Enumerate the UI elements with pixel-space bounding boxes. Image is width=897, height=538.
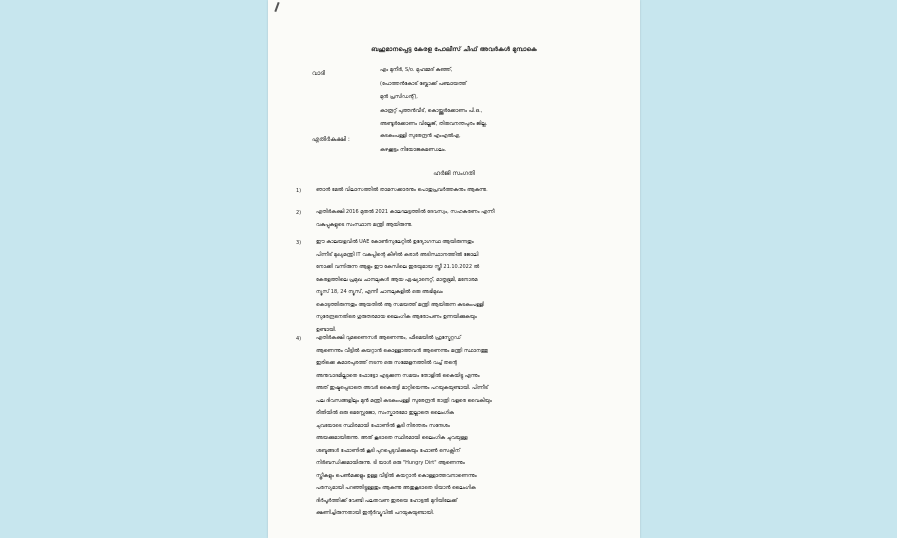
paragraph-line: എതിർകക്ഷി വുമണൈസർ ആണെന്നും, ഫീമെയിൽ ഫ്രസ്ട്രേറ്റഡ്: [316, 335, 461, 341]
paragraph-line: കൊടുത്തിരുന്നതും ആയതിൽ ആ സമയത്ത് മന്ത്രി ആയിരുന്ന കടകംപള്ളി: [316, 301, 485, 308]
paragraph-line: ഉണ്ടായി.: [316, 326, 337, 333]
paragraph-line: ഇരിക്കെ കുമാരപുരത്ത് നടന്ന ഒരു സമ്മേളനത്തിൽ വച്ച് തന്റെ: [316, 360, 457, 366]
subject-heading: ഹർജി സംഗതി: [433, 170, 475, 177]
paragraph-number: 2): [296, 210, 302, 216]
complainant-address: [380, 64, 487, 132]
paragraph-line: നോക്കി വന്നിരുന്ന ആളും ഈ കേസിലെ ഇരയുമായ സ്ത്രീ 21.10.2022 ൽ: [316, 264, 480, 270]
paragraph-line: പല ദിവസങ്ങളിലും മുൻ മന്ത്രി കടകംപള്ളി സുരേന്ദ്രൻ രാത്രി വളരെ വൈകിയും: [316, 397, 492, 404]
paragraph-4: [316, 332, 616, 520]
paragraph-line: ന്യൂസ് 18, 24 ന്യൂസ്, എന്നീ ചാനലുകളിൽ ഒരു അഭിമുഖം: [316, 289, 443, 295]
paragraph-line: രീതിയിൽ ഒരു മെസ്സേജോ, സംസ്കാരമോ ഇല്ലാതെ ലൈംഗിക: [316, 410, 454, 416]
complainant-line: (പോത്തൻകോട് ബ്ലോക്ക് പഞ്ചായത്ത്: [380, 80, 467, 87]
paragraph-line: ശബ്ദങ്ങൾ ഫോണിൽ കൂടി പുറപ്പെടുവിക്കുകയും ഫോൺ സെക്സിന്: [316, 447, 461, 454]
paragraph-line: സ്ത്രീകളും പെൺമക്കളും ഉള്ള വീട്ടിൽ കയറ്റാൻ കൊള്ളാത്തവനാണെന്നും: [316, 472, 477, 479]
paragraph-line: വകുപ്പുകളുടെ സംസ്ഥാന മന്ത്രി ആയിരുന്നു.: [316, 221, 413, 228]
document-title: ബഹുമാനപ്പെട്ട കേരള പോലീസ് ചീഫ് അവർകൾ മുമ്പാകെ: [371, 46, 537, 53]
complainant-line: കാരൂറ്റ് പുത്തൻവീട്, കൊയ്ത്തൂർക്കോണം പി.ഒ.,: [380, 107, 483, 114]
paragraph-line: അനുവാദമില്ലാതെ ഫോട്ടോ എടുക്കുന്ന സമയം തോളിൽ കൈയിട്ടു എന്നും: [316, 372, 480, 379]
paragraph-line: കേരളത്തിലെ പ്രമുഖ ചാനലുകൾ ആയ ഏഷ്യാനെറ്റ്, മാതൃഭൂമി, മനോരമ: [316, 276, 478, 283]
complainant-line: മുൻ പ്രസിഡന്റ്),: [380, 94, 418, 100]
paragraph-line: അത് ഇഷ്ടപ്പെടാതെ അവർ കൈതട്ടി മാറ്റിയെന്നും പറയുകയുണ്ടായി. പിന്നീട്: [316, 385, 489, 391]
pen-mark: [274, 2, 279, 12]
paragraph-line: ക്ഷണിച്ചിരുന്നതായി ഇന്റർവ്യൂവിൽ പറയുകയുണ്ടായി.: [316, 510, 435, 516]
paragraph-line: ആണെന്നും വീട്ടിൽ കയറ്റാൻ കൊള്ളാത്തവൻ ആണെന്നും മന്ത്രി സ്ഥാനത്തു: [316, 347, 488, 354]
paragraph-line: ഈ കാലയളവിൽ UAE കോൺസുലേറ്റിൽ ഉദ്യോഗസ്ഥ ആയിരുന്നതും: [316, 239, 474, 245]
paragraph-3: [316, 236, 616, 336]
respondent-address: [380, 130, 461, 157]
paragraph-line: സുരേന്ദ്രനെതിരെ ഗുരുതരമായ ലൈംഗിക ആരോപണം ഉന്നയിക്കുകയും: [316, 314, 477, 320]
complainant-line: അണ്ടൂർക്കോണം വില്ലേജ്, തിരുവനന്തപുരം ജില്ല.: [380, 121, 488, 127]
paragraph-line: പരസ്യമായി പറഞ്ഞിട്ടുള്ളതും ആകുന്നു അതുകൂടാതെ ടിയാൻ ലൈംഗിക: [316, 485, 476, 491]
respondent-label: എതിർകക്ഷി :: [312, 136, 350, 143]
paragraph-2: [316, 206, 616, 231]
paragraph-number: 3): [296, 240, 302, 246]
paragraph-line: പിന്നീട് മുഖ്യമന്ത്രി IT വകുപ്പിന്റെ കീഴിൽ കരാർ അടിസ്ഥാനത്തിൽ ജോലി: [316, 251, 479, 258]
paragraph-line: ഞാൻ മേൽ വിലാസത്തിൽ താമസക്കാരനും പൊതുപ്രവർത്തകനും ആകുന്നു.: [316, 187, 488, 193]
respondent-line: കടകംപള്ളി സുരേന്ദ്രൻ എംഎൽഎ,: [380, 133, 461, 139]
paragraph-1: [316, 184, 616, 197]
document-page: [268, 0, 640, 538]
paragraph-line: ചുവയോടെ സ്ഥിരമായി ഫോണിൽ കൂടി നിരന്തരം സന്ദേശം: [316, 422, 450, 429]
paragraph-number: 4): [296, 336, 302, 342]
paragraph-line: ദിർപൂർത്തിക്ക് വേണ്ടി പലതവണ ഇരയെ ഹോട്ടൽ മുറിയിലേക്ക്: [316, 497, 458, 504]
paragraph-number: 1): [296, 188, 302, 194]
paragraph-line: എതിർകക്ഷി 2016 മുതൽ 2021 കാലഘട്ടത്തിൽ ദേവസ്വം, സഹകരണം എന്നീ: [316, 209, 495, 215]
complainant-label: വാദി: [312, 70, 326, 77]
paragraph-line: അയക്കുമായിരുന്നു. അത് കൂടാതെ സ്ഥിരമായി ലൈംഗിക ചുവയുള്ള: [316, 435, 468, 441]
complainant-line: എം മുനീർ, S/o. മുഹമ്മദ് കുഞ്ഞ്,: [380, 67, 453, 73]
paragraph-line: നിർബന്ധിക്കുമായിരുന്നു. ടി യാൾ ഒരു "Hungry Dirt" ആണെന്നും: [316, 460, 465, 466]
respondent-line: കഴക്കൂട്ടം നിയോജകമണ്ഡലം.: [380, 146, 447, 153]
